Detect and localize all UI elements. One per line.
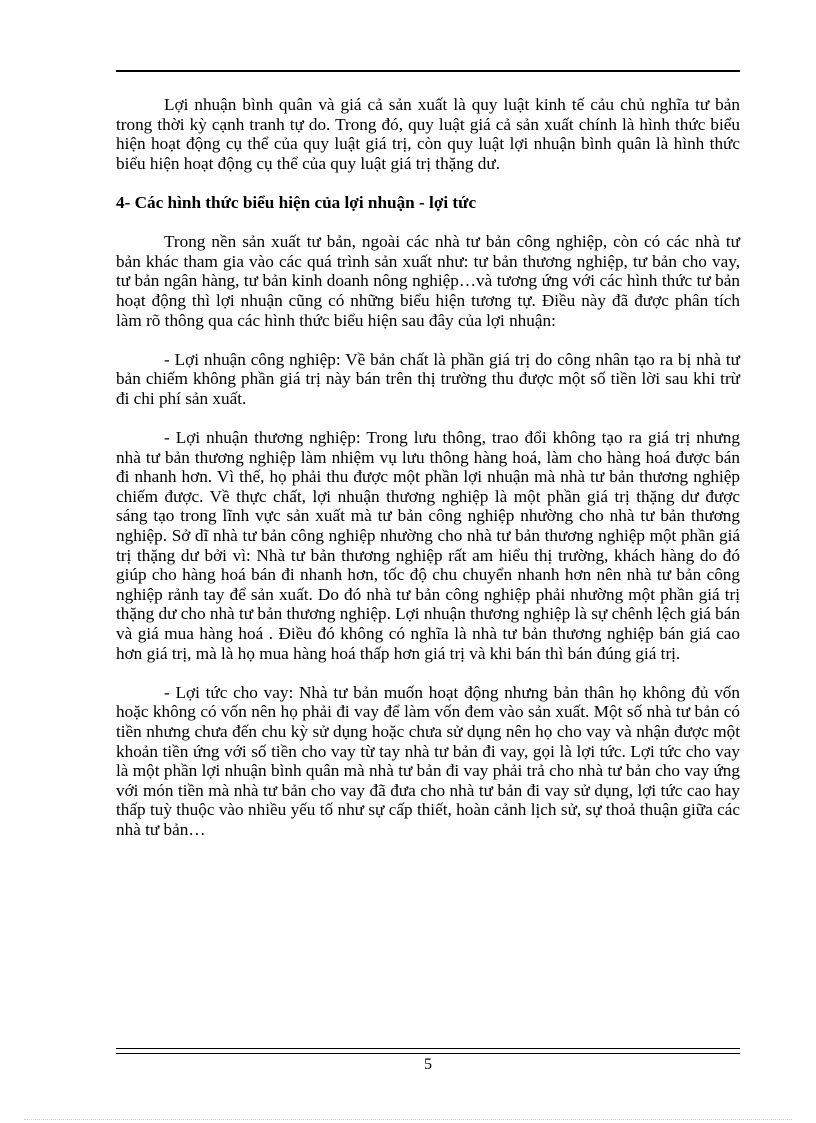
paragraph-commercial-profit: - Lợi nhuận thương nghiệp: Trong lưu thông, trao đổi không tạo ra giá trị nhưng nhà tư bản thương nghiệp làm nhiệm vụ lưu thông hàng hoá, làm cho hàng hoá được bán đi nhanh hơn. Vì thế, họ phải thu được một phần lợi nhuận mà nhà tư bản thương nghiệp chiếm được. Về thực chất, lợi nhuận thương nghiệp là một phần giá trị thặng dư được sáng tạo trong lĩnh vực sản xuất mà tư bản công nghiệp nhường cho nhà tư bản thương nghiệp. Sở dĩ nhà tư bản công nghiệp nhường cho nhà tư bản thương nghiệp một phần giá trị thặng dư bởi vì: Nhà tư bản thương nghiệp rất am hiểu thị trường, khách hàng do đó giúp cho hàng hoá bán đi nhanh hơn, tốc độ chu chuyển nhanh hơn nên nhà tư bản công nghiệp rảnh tay để sản xuất. Do đó nhà tư bản công nghiệp phải nhường một phần giá trị thặng dư cho nhà tư bản thương nghiệp. Lợi nhuận thương nghiệp là sự chênh lệch giá bán và giá mua hàng hoá . Điều đó không có nghĩa là nhà tư bản thương nghiệp bán giá cao hơn giá trị, mà là họ mua hàng hoá thấp hơn giá trị và khi bán thì bán đúng giá trị. <box>116 428 740 663</box>
section-heading: 4- Các hình thức biểu hiện của lợi nhuận - lợi tức <box>116 192 477 212</box>
paragraph-average-profit: Lợi nhuận bình quân và giá cả sản xuất là quy luật kinh tế cảu chủ nghĩa tư bản trong thời kỳ cạnh tranh tự do. Trong đó, quy luật giá cả sản xuất chính là hình thức biểu hiện hoạt động cụ thể của quy luật giá trị, còn quy luật lợi nhuận bình quân là hình thức biểu hiện hoạt động cụ thể của quy luật giá trị thặng dư. <box>116 95 740 173</box>
paragraph-industrial-profit: - Lợi nhuận công nghiệp: Về bản chất là phần giá trị do công nhân tạo ra bị nhà tư bản chiếm không phần giá trị này bán trên thị trường thu được một số tiền lời sau khi trừ đi chi phí sản xuất. <box>116 349 740 408</box>
paragraph-section-intro: Trong nền sản xuất tư bản, ngoài các nhà tư bản công nghiệp, còn có các nhà tư bản khác tham gia vào các quá trình sản xuất như: tư bản thương nghiệp, tư bản cho vay, tư bản ngân hàng, tư bản kinh doanh nông nghiệp…và tương ứng với các hình thức tư bản hoạt động thì lợi nhuận cũng có những biểu hiện tương tự. Điều này đã được phân tích làm rõ thông qua các hình thức biểu hiện sau đây của lợi nhuận: <box>116 232 740 330</box>
footer-rule <box>116 1048 740 1054</box>
page-number: 5 <box>424 1056 432 1073</box>
paragraph-loan-interest: - Lợi tức cho vay: Nhà tư bản muốn hoạt động nhưng bản thân họ không đủ vốn hoặc không có vốn nên họ phải đi vay để làm vốn đem vào sản xuất. Một số nhà tư bản có tiền nhưng chưa đến chu kỳ sử dụng hoặc chưa sử dụng nên họ cho vay và nhận được một khoản tiền ứng với số tiền cho vay từ tay nhà tư bản đi vay, gọi là lợi tức. Lợi tức cho vay là một phần lợi nhuận bình quân mà nhà tư bản đi vay phải trả cho nhà tư bản cho vay ứng với món tiền mà nhà tư bản cho vay đã đưa cho nhà tư bản đi vay sử dụng, lợi tức cao hay thấp tuỳ thuộc vào nhiều yếu tố như sự cấp thiết, hoàn cảnh lịch sử, sự thoả thuận giữa các nhà tư bản… <box>116 682 740 839</box>
page-edge-divider <box>24 1119 792 1120</box>
header-rule <box>116 70 740 72</box>
document-body <box>116 95 740 859</box>
